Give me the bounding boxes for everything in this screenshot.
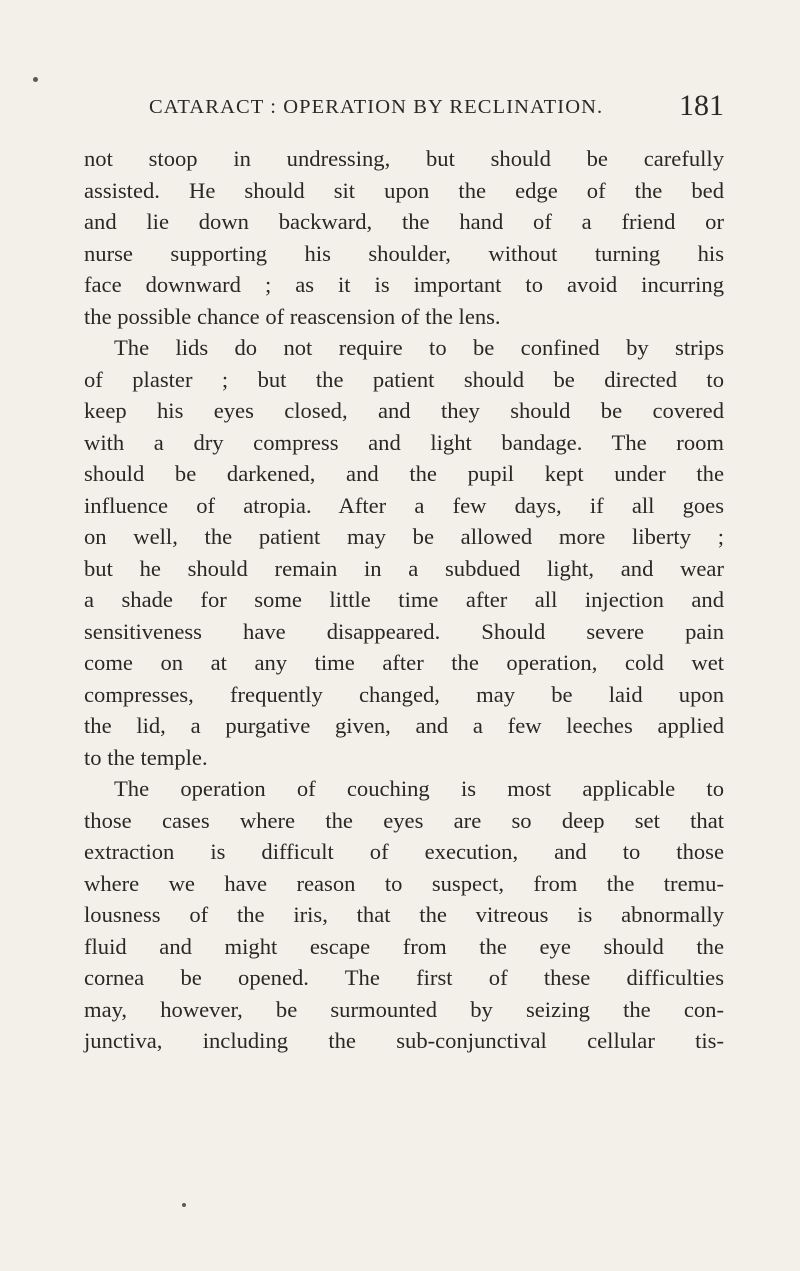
text-line: those cases where the eyes are so deep set that bbox=[84, 807, 724, 833]
text-line: extraction is difficult of execution, and to those bbox=[84, 839, 724, 864]
text-line: assisted. He should sit upon the edge of the bed bbox=[84, 177, 724, 203]
text-line: compresses, frequently changed, may be laid upon bbox=[84, 681, 724, 707]
text-line: on well, the patient may be allowed more liberty ; bbox=[84, 524, 724, 549]
body-text bbox=[84, 143, 724, 1057]
text-line: the possible chance of reascension of the lens. bbox=[84, 303, 501, 329]
text-line: to the temple. bbox=[84, 744, 208, 770]
page-header bbox=[84, 89, 724, 126]
ink-speck bbox=[182, 1203, 186, 1207]
text-line: of plaster ; but the patient should be directed to bbox=[84, 366, 724, 392]
text-line: junctiva, including the sub-conjunctival cellular tis- bbox=[84, 1028, 724, 1053]
text-line: nurse supporting his shoulder, without turning his bbox=[84, 240, 724, 266]
running-head: CATARACT : OPERATION BY RECLINATION. bbox=[149, 96, 604, 118]
text-line: sensitiveness have disappeared. Should severe pain bbox=[84, 618, 724, 644]
text-line: The operation of couching is most applicable to bbox=[114, 776, 724, 801]
text-line: where we have reason to suspect, from the tremu- bbox=[84, 870, 724, 896]
page-number: 181 bbox=[679, 89, 724, 122]
text-line: keep his eyes closed, and they should be covered bbox=[84, 398, 724, 423]
text-line: the lid, a purgative given, and a few leeches applied bbox=[84, 713, 724, 738]
text-line: not stoop in undressing, but should be carefully bbox=[84, 146, 724, 171]
text-line: may, however, be surmounted by seizing the con- bbox=[84, 996, 724, 1022]
text-line: a shade for some little time after all injection and bbox=[84, 587, 724, 612]
text-line: and lie down backward, the hand of a friend or bbox=[84, 209, 724, 234]
text-line: should be darkened, and the pupil kept under the bbox=[84, 461, 724, 486]
text-line: but he should remain in a subdued light, and wear bbox=[84, 555, 724, 581]
text-line: lousness of the iris, that the vitreous is abnormally bbox=[84, 902, 724, 927]
text-line: The lids do not require to be confined by strips bbox=[114, 335, 724, 360]
text-line: fluid and might escape from the eye should the bbox=[84, 933, 724, 959]
text-line: cornea be opened. The first of these difficulties bbox=[84, 965, 724, 990]
text-line: come on at any time after the operation, cold wet bbox=[84, 650, 724, 675]
text-line: face downward ; as it is important to avoid incurring bbox=[84, 272, 724, 297]
text-line: with a dry compress and light bandage. The room bbox=[84, 429, 724, 455]
ink-speck bbox=[33, 77, 38, 82]
text-line: influence of atropia. After a few days, if all goes bbox=[84, 492, 724, 518]
